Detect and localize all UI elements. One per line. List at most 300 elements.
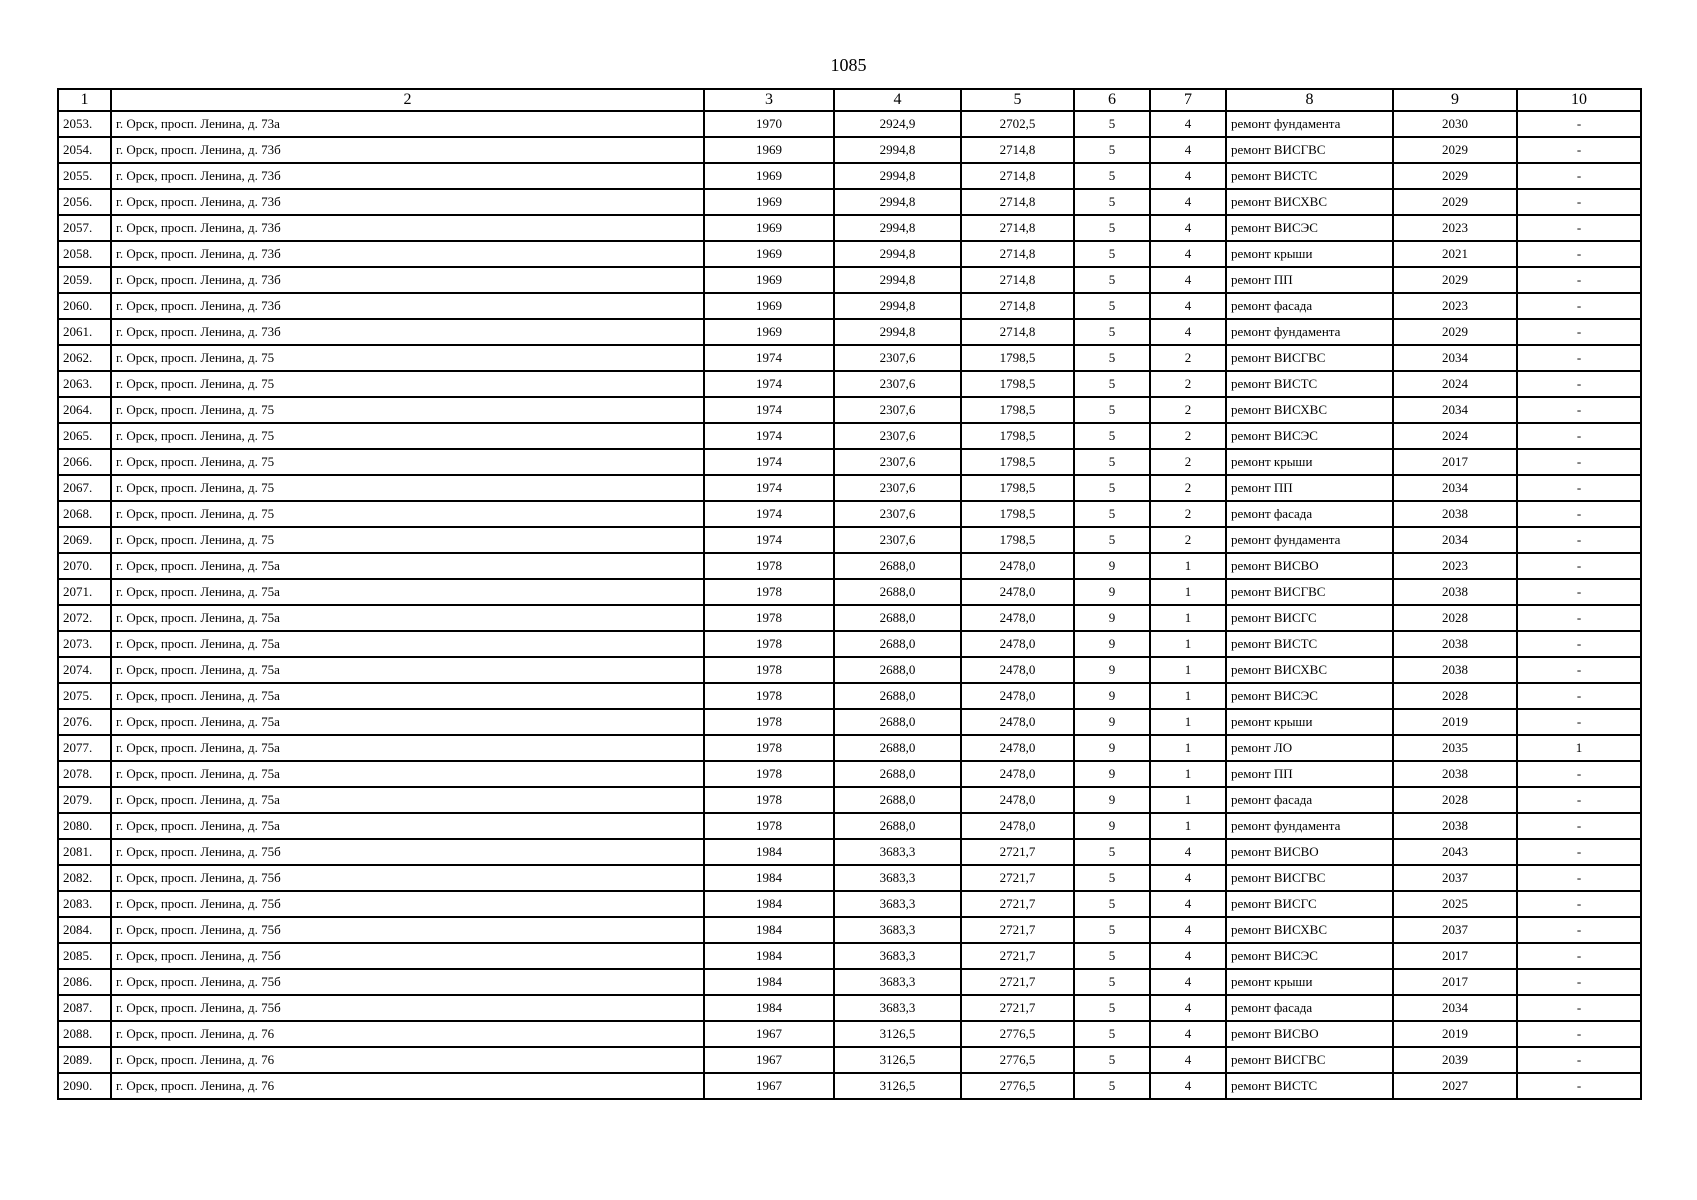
cell-row-number: 2081. bbox=[58, 839, 111, 865]
table-row bbox=[58, 527, 1641, 553]
column-header: 2 bbox=[111, 89, 704, 111]
cell-floors: 5 bbox=[1074, 501, 1150, 527]
cell-year-built: 1978 bbox=[704, 605, 834, 631]
cell-year-built: 1969 bbox=[704, 163, 834, 189]
cell-floors: 5 bbox=[1074, 319, 1150, 345]
cell-extra-value: - bbox=[1517, 267, 1641, 293]
cell-planned-year: 2038 bbox=[1393, 631, 1517, 657]
cell-year-built: 1974 bbox=[704, 371, 834, 397]
cell-entrances: 4 bbox=[1150, 1047, 1226, 1073]
cell-year-built: 1974 bbox=[704, 501, 834, 527]
cell-work-type: ремонт ВИСХВС bbox=[1226, 397, 1393, 423]
cell-address: г. Орск, просп. Ленина, д. 76 bbox=[111, 1021, 704, 1047]
cell-living-area: 2478,0 bbox=[961, 735, 1074, 761]
cell-extra-value: - bbox=[1517, 1047, 1641, 1073]
cell-floors: 9 bbox=[1074, 553, 1150, 579]
cell-work-type: ремонт ВИСХВС bbox=[1226, 189, 1393, 215]
cell-row-number: 2090. bbox=[58, 1073, 111, 1099]
cell-year-built: 1969 bbox=[704, 293, 834, 319]
column-header: 4 bbox=[834, 89, 961, 111]
cell-planned-year: 2038 bbox=[1393, 813, 1517, 839]
cell-row-number: 2055. bbox=[58, 163, 111, 189]
cell-floors: 5 bbox=[1074, 449, 1150, 475]
cell-entrances: 4 bbox=[1150, 969, 1226, 995]
table-row bbox=[58, 1047, 1641, 1073]
cell-address: г. Орск, просп. Ленина, д. 75б bbox=[111, 865, 704, 891]
cell-floors: 9 bbox=[1074, 631, 1150, 657]
cell-total-area: 2994,8 bbox=[834, 189, 961, 215]
cell-living-area: 2714,8 bbox=[961, 267, 1074, 293]
cell-work-type: ремонт ВИСЭС bbox=[1226, 683, 1393, 709]
cell-address: г. Орск, просп. Ленина, д. 76 bbox=[111, 1073, 704, 1099]
cell-work-type: ремонт фундамента bbox=[1226, 319, 1393, 345]
cell-total-area: 2307,6 bbox=[834, 475, 961, 501]
cell-work-type: ремонт ПП bbox=[1226, 761, 1393, 787]
cell-address: г. Орск, просп. Ленина, д. 73б bbox=[111, 137, 704, 163]
table-row bbox=[58, 163, 1641, 189]
cell-planned-year: 2038 bbox=[1393, 579, 1517, 605]
cell-living-area: 1798,5 bbox=[961, 397, 1074, 423]
cell-living-area: 2714,8 bbox=[961, 215, 1074, 241]
cell-extra-value: - bbox=[1517, 943, 1641, 969]
cell-year-built: 1984 bbox=[704, 865, 834, 891]
cell-floors: 9 bbox=[1074, 579, 1150, 605]
cell-address: г. Орск, просп. Ленина, д. 75а bbox=[111, 579, 704, 605]
cell-living-area: 2721,7 bbox=[961, 917, 1074, 943]
cell-living-area: 2478,0 bbox=[961, 657, 1074, 683]
cell-work-type: ремонт ВИСГВС bbox=[1226, 579, 1393, 605]
cell-address: г. Орск, просп. Ленина, д. 73б bbox=[111, 241, 704, 267]
cell-entrances: 4 bbox=[1150, 111, 1226, 137]
cell-total-area: 2994,8 bbox=[834, 163, 961, 189]
cell-planned-year: 2029 bbox=[1393, 189, 1517, 215]
table-row bbox=[58, 189, 1641, 215]
table-row bbox=[58, 215, 1641, 241]
cell-year-built: 1969 bbox=[704, 215, 834, 241]
cell-row-number: 2087. bbox=[58, 995, 111, 1021]
cell-entrances: 4 bbox=[1150, 293, 1226, 319]
cell-extra-value: - bbox=[1517, 839, 1641, 865]
cell-address: г. Орск, просп. Ленина, д. 75а bbox=[111, 683, 704, 709]
cell-entrances: 2 bbox=[1150, 475, 1226, 501]
cell-total-area: 2688,0 bbox=[834, 553, 961, 579]
cell-row-number: 2059. bbox=[58, 267, 111, 293]
table-row bbox=[58, 657, 1641, 683]
cell-total-area: 2688,0 bbox=[834, 813, 961, 839]
cell-work-type: ремонт фундамента bbox=[1226, 527, 1393, 553]
cell-entrances: 1 bbox=[1150, 761, 1226, 787]
cell-floors: 5 bbox=[1074, 1047, 1150, 1073]
cell-work-type: ремонт ВИСГВС bbox=[1226, 865, 1393, 891]
cell-living-area: 2776,5 bbox=[961, 1073, 1074, 1099]
cell-floors: 9 bbox=[1074, 657, 1150, 683]
cell-year-built: 1969 bbox=[704, 189, 834, 215]
cell-total-area: 3126,5 bbox=[834, 1047, 961, 1073]
cell-entrances: 1 bbox=[1150, 813, 1226, 839]
cell-extra-value: - bbox=[1517, 813, 1641, 839]
cell-address: г. Орск, просп. Ленина, д. 75б bbox=[111, 995, 704, 1021]
cell-floors: 5 bbox=[1074, 527, 1150, 553]
cell-entrances: 2 bbox=[1150, 527, 1226, 553]
table-row bbox=[58, 137, 1641, 163]
cell-row-number: 2063. bbox=[58, 371, 111, 397]
cell-address: г. Орск, просп. Ленина, д. 75б bbox=[111, 969, 704, 995]
table-row bbox=[58, 917, 1641, 943]
cell-total-area: 3683,3 bbox=[834, 969, 961, 995]
cell-planned-year: 2023 bbox=[1393, 215, 1517, 241]
cell-entrances: 1 bbox=[1150, 553, 1226, 579]
cell-year-built: 1974 bbox=[704, 345, 834, 371]
cell-entrances: 2 bbox=[1150, 449, 1226, 475]
table-row bbox=[58, 345, 1641, 371]
cell-planned-year: 2029 bbox=[1393, 319, 1517, 345]
cell-address: г. Орск, просп. Ленина, д. 73б bbox=[111, 215, 704, 241]
cell-total-area: 2994,8 bbox=[834, 267, 961, 293]
cell-year-built: 1969 bbox=[704, 267, 834, 293]
cell-address: г. Орск, просп. Ленина, д. 75 bbox=[111, 449, 704, 475]
cell-living-area: 2721,7 bbox=[961, 839, 1074, 865]
cell-planned-year: 2023 bbox=[1393, 553, 1517, 579]
cell-entrances: 2 bbox=[1150, 345, 1226, 371]
table-row bbox=[58, 761, 1641, 787]
cell-row-number: 2083. bbox=[58, 891, 111, 917]
cell-address: г. Орск, просп. Ленина, д. 75а bbox=[111, 787, 704, 813]
cell-total-area: 3126,5 bbox=[834, 1021, 961, 1047]
cell-year-built: 1969 bbox=[704, 137, 834, 163]
table-body bbox=[58, 111, 1641, 1099]
cell-total-area: 2994,8 bbox=[834, 319, 961, 345]
cell-entrances: 1 bbox=[1150, 579, 1226, 605]
cell-address: г. Орск, просп. Ленина, д. 73б bbox=[111, 267, 704, 293]
cell-floors: 5 bbox=[1074, 137, 1150, 163]
cell-year-built: 1984 bbox=[704, 943, 834, 969]
cell-extra-value: - bbox=[1517, 137, 1641, 163]
cell-address: г. Орск, просп. Ленина, д. 75 bbox=[111, 475, 704, 501]
table-row bbox=[58, 397, 1641, 423]
cell-planned-year: 2024 bbox=[1393, 371, 1517, 397]
cell-living-area: 2478,0 bbox=[961, 761, 1074, 787]
cell-extra-value: - bbox=[1517, 995, 1641, 1021]
cell-row-number: 2067. bbox=[58, 475, 111, 501]
cell-year-built: 1984 bbox=[704, 839, 834, 865]
cell-planned-year: 2029 bbox=[1393, 163, 1517, 189]
cell-address: г. Орск, просп. Ленина, д. 75 bbox=[111, 527, 704, 553]
cell-work-type: ремонт ПП bbox=[1226, 267, 1393, 293]
cell-address: г. Орск, просп. Ленина, д. 75а bbox=[111, 735, 704, 761]
table-row bbox=[58, 267, 1641, 293]
cell-planned-year: 2037 bbox=[1393, 865, 1517, 891]
cell-living-area: 2714,8 bbox=[961, 319, 1074, 345]
cell-extra-value: - bbox=[1517, 345, 1641, 371]
cell-total-area: 2307,6 bbox=[834, 501, 961, 527]
cell-extra-value: - bbox=[1517, 605, 1641, 631]
cell-extra-value: - bbox=[1517, 423, 1641, 449]
column-header: 8 bbox=[1226, 89, 1393, 111]
cell-entrances: 1 bbox=[1150, 735, 1226, 761]
cell-living-area: 2478,0 bbox=[961, 631, 1074, 657]
cell-total-area: 2688,0 bbox=[834, 631, 961, 657]
column-header: 9 bbox=[1393, 89, 1517, 111]
cell-year-built: 1969 bbox=[704, 319, 834, 345]
cell-planned-year: 2027 bbox=[1393, 1073, 1517, 1099]
cell-living-area: 2478,0 bbox=[961, 553, 1074, 579]
cell-living-area: 1798,5 bbox=[961, 423, 1074, 449]
cell-living-area: 2721,7 bbox=[961, 891, 1074, 917]
cell-row-number: 2079. bbox=[58, 787, 111, 813]
column-header: 10 bbox=[1517, 89, 1641, 111]
cell-work-type: ремонт ВИСГВС bbox=[1226, 1047, 1393, 1073]
cell-row-number: 2075. bbox=[58, 683, 111, 709]
cell-living-area: 2776,5 bbox=[961, 1047, 1074, 1073]
cell-planned-year: 2038 bbox=[1393, 501, 1517, 527]
cell-address: г. Орск, просп. Ленина, д. 76 bbox=[111, 1047, 704, 1073]
cell-year-built: 1978 bbox=[704, 631, 834, 657]
cell-planned-year: 2037 bbox=[1393, 917, 1517, 943]
cell-entrances: 4 bbox=[1150, 137, 1226, 163]
cell-address: г. Орск, просп. Ленина, д. 75а bbox=[111, 657, 704, 683]
cell-year-built: 1974 bbox=[704, 527, 834, 553]
cell-living-area: 2721,7 bbox=[961, 865, 1074, 891]
cell-address: г. Орск, просп. Ленина, д. 75б bbox=[111, 839, 704, 865]
table-row bbox=[58, 969, 1641, 995]
cell-floors: 5 bbox=[1074, 943, 1150, 969]
table-row bbox=[58, 943, 1641, 969]
cell-entrances: 1 bbox=[1150, 683, 1226, 709]
cell-work-type: ремонт ВИСВО bbox=[1226, 1021, 1393, 1047]
cell-floors: 9 bbox=[1074, 787, 1150, 813]
table-row bbox=[58, 891, 1641, 917]
cell-work-type: ремонт фундамента bbox=[1226, 111, 1393, 137]
cell-planned-year: 2028 bbox=[1393, 605, 1517, 631]
cell-extra-value: - bbox=[1517, 215, 1641, 241]
cell-address: г. Орск, просп. Ленина, д. 75 bbox=[111, 423, 704, 449]
table-row bbox=[58, 111, 1641, 137]
repair-schedule-table bbox=[57, 88, 1642, 1100]
cell-floors: 9 bbox=[1074, 761, 1150, 787]
cell-row-number: 2085. bbox=[58, 943, 111, 969]
cell-row-number: 2074. bbox=[58, 657, 111, 683]
cell-total-area: 2307,6 bbox=[834, 423, 961, 449]
cell-work-type: ремонт крыши bbox=[1226, 709, 1393, 735]
column-header: 1 bbox=[58, 89, 111, 111]
cell-total-area: 2994,8 bbox=[834, 215, 961, 241]
table-row bbox=[58, 709, 1641, 735]
cell-year-built: 1978 bbox=[704, 787, 834, 813]
cell-extra-value: - bbox=[1517, 293, 1641, 319]
cell-planned-year: 2034 bbox=[1393, 397, 1517, 423]
cell-row-number: 2088. bbox=[58, 1021, 111, 1047]
cell-total-area: 2688,0 bbox=[834, 683, 961, 709]
cell-address: г. Орск, просп. Ленина, д. 75а bbox=[111, 553, 704, 579]
cell-planned-year: 2017 bbox=[1393, 943, 1517, 969]
cell-floors: 9 bbox=[1074, 683, 1150, 709]
column-header: 5 bbox=[961, 89, 1074, 111]
cell-living-area: 2478,0 bbox=[961, 787, 1074, 813]
cell-total-area: 2688,0 bbox=[834, 579, 961, 605]
cell-planned-year: 2035 bbox=[1393, 735, 1517, 761]
cell-work-type: ремонт ВИСТС bbox=[1226, 631, 1393, 657]
cell-row-number: 2054. bbox=[58, 137, 111, 163]
cell-address: г. Орск, просп. Ленина, д. 75а bbox=[111, 761, 704, 787]
cell-extra-value: - bbox=[1517, 865, 1641, 891]
cell-planned-year: 2043 bbox=[1393, 839, 1517, 865]
cell-year-built: 1967 bbox=[704, 1021, 834, 1047]
cell-extra-value: - bbox=[1517, 319, 1641, 345]
cell-extra-value: - bbox=[1517, 761, 1641, 787]
table-row bbox=[58, 1021, 1641, 1047]
cell-entrances: 4 bbox=[1150, 1073, 1226, 1099]
cell-planned-year: 2019 bbox=[1393, 709, 1517, 735]
cell-floors: 5 bbox=[1074, 917, 1150, 943]
cell-entrances: 1 bbox=[1150, 709, 1226, 735]
table-row bbox=[58, 1073, 1641, 1099]
cell-address: г. Орск, просп. Ленина, д. 75а bbox=[111, 631, 704, 657]
table-row bbox=[58, 319, 1641, 345]
cell-work-type: ремонт ВИСХВС bbox=[1226, 917, 1393, 943]
cell-living-area: 1798,5 bbox=[961, 475, 1074, 501]
cell-planned-year: 2029 bbox=[1393, 137, 1517, 163]
cell-floors: 9 bbox=[1074, 735, 1150, 761]
cell-row-number: 2061. bbox=[58, 319, 111, 345]
table-row bbox=[58, 501, 1641, 527]
cell-year-built: 1978 bbox=[704, 579, 834, 605]
cell-work-type: ремонт фасада bbox=[1226, 995, 1393, 1021]
cell-row-number: 2089. bbox=[58, 1047, 111, 1073]
cell-extra-value: - bbox=[1517, 969, 1641, 995]
header-row bbox=[58, 89, 1641, 111]
cell-row-number: 2056. bbox=[58, 189, 111, 215]
cell-extra-value: - bbox=[1517, 1073, 1641, 1099]
cell-entrances: 4 bbox=[1150, 163, 1226, 189]
cell-row-number: 2069. bbox=[58, 527, 111, 553]
cell-address: г. Орск, просп. Ленина, д. 75а bbox=[111, 709, 704, 735]
cell-work-type: ремонт ВИСГС bbox=[1226, 605, 1393, 631]
cell-year-built: 1984 bbox=[704, 995, 834, 1021]
cell-row-number: 2064. bbox=[58, 397, 111, 423]
cell-work-type: ремонт крыши bbox=[1226, 241, 1393, 267]
cell-planned-year: 2019 bbox=[1393, 1021, 1517, 1047]
cell-work-type: ремонт ВИСТС bbox=[1226, 1073, 1393, 1099]
table-row bbox=[58, 371, 1641, 397]
table-row bbox=[58, 631, 1641, 657]
cell-work-type: ремонт крыши bbox=[1226, 449, 1393, 475]
table-row bbox=[58, 579, 1641, 605]
cell-work-type: ремонт ВИСТС bbox=[1226, 371, 1393, 397]
cell-planned-year: 2017 bbox=[1393, 969, 1517, 995]
cell-row-number: 2076. bbox=[58, 709, 111, 735]
cell-extra-value: - bbox=[1517, 501, 1641, 527]
cell-row-number: 2082. bbox=[58, 865, 111, 891]
cell-extra-value: - bbox=[1517, 787, 1641, 813]
cell-planned-year: 2029 bbox=[1393, 267, 1517, 293]
cell-extra-value: - bbox=[1517, 917, 1641, 943]
cell-floors: 5 bbox=[1074, 241, 1150, 267]
cell-entrances: 4 bbox=[1150, 891, 1226, 917]
page-number: 1085 bbox=[830, 55, 867, 75]
cell-floors: 9 bbox=[1074, 709, 1150, 735]
cell-entrances: 4 bbox=[1150, 839, 1226, 865]
cell-total-area: 2688,0 bbox=[834, 787, 961, 813]
cell-living-area: 2721,7 bbox=[961, 969, 1074, 995]
cell-row-number: 2053. bbox=[58, 111, 111, 137]
cell-extra-value: - bbox=[1517, 683, 1641, 709]
cell-total-area: 3683,3 bbox=[834, 839, 961, 865]
cell-total-area: 2307,6 bbox=[834, 449, 961, 475]
column-header: 6 bbox=[1074, 89, 1150, 111]
cell-living-area: 1798,5 bbox=[961, 371, 1074, 397]
cell-year-built: 1969 bbox=[704, 241, 834, 267]
table-row bbox=[58, 241, 1641, 267]
cell-living-area: 1798,5 bbox=[961, 449, 1074, 475]
cell-floors: 5 bbox=[1074, 189, 1150, 215]
cell-floors: 5 bbox=[1074, 371, 1150, 397]
cell-address: г. Орск, просп. Ленина, д. 75 bbox=[111, 397, 704, 423]
cell-extra-value: 1 bbox=[1517, 735, 1641, 761]
cell-entrances: 1 bbox=[1150, 605, 1226, 631]
cell-extra-value: - bbox=[1517, 657, 1641, 683]
cell-living-area: 2478,0 bbox=[961, 709, 1074, 735]
cell-extra-value: - bbox=[1517, 163, 1641, 189]
cell-entrances: 4 bbox=[1150, 267, 1226, 293]
cell-total-area: 2307,6 bbox=[834, 397, 961, 423]
cell-floors: 5 bbox=[1074, 215, 1150, 241]
cell-row-number: 2078. bbox=[58, 761, 111, 787]
cell-planned-year: 2034 bbox=[1393, 527, 1517, 553]
cell-planned-year: 2030 bbox=[1393, 111, 1517, 137]
cell-floors: 9 bbox=[1074, 605, 1150, 631]
cell-floors: 5 bbox=[1074, 475, 1150, 501]
table-row bbox=[58, 683, 1641, 709]
cell-row-number: 2057. bbox=[58, 215, 111, 241]
cell-total-area: 3683,3 bbox=[834, 865, 961, 891]
cell-address: г. Орск, просп. Ленина, д. 73б bbox=[111, 293, 704, 319]
cell-entrances: 4 bbox=[1150, 943, 1226, 969]
cell-address: г. Орск, просп. Ленина, д. 75а bbox=[111, 605, 704, 631]
cell-extra-value: - bbox=[1517, 1021, 1641, 1047]
cell-floors: 5 bbox=[1074, 891, 1150, 917]
cell-living-area: 2721,7 bbox=[961, 943, 1074, 969]
cell-address: г. Орск, просп. Ленина, д. 75 bbox=[111, 371, 704, 397]
cell-total-area: 2994,8 bbox=[834, 293, 961, 319]
cell-year-built: 1970 bbox=[704, 111, 834, 137]
cell-floors: 5 bbox=[1074, 293, 1150, 319]
cell-year-built: 1974 bbox=[704, 475, 834, 501]
cell-row-number: 2068. bbox=[58, 501, 111, 527]
cell-year-built: 1967 bbox=[704, 1073, 834, 1099]
cell-floors: 5 bbox=[1074, 1021, 1150, 1047]
cell-year-built: 1984 bbox=[704, 917, 834, 943]
cell-extra-value: - bbox=[1517, 449, 1641, 475]
cell-living-area: 2702,5 bbox=[961, 111, 1074, 137]
cell-address: г. Орск, просп. Ленина, д. 75а bbox=[111, 813, 704, 839]
cell-work-type: ремонт ВИСЭС bbox=[1226, 423, 1393, 449]
cell-floors: 5 bbox=[1074, 995, 1150, 1021]
cell-work-type: ремонт ВИСГС bbox=[1226, 891, 1393, 917]
cell-planned-year: 2034 bbox=[1393, 475, 1517, 501]
cell-year-built: 1967 bbox=[704, 1047, 834, 1073]
cell-year-built: 1978 bbox=[704, 657, 834, 683]
cell-entrances: 1 bbox=[1150, 787, 1226, 813]
cell-work-type: ремонт ВИСХВС bbox=[1226, 657, 1393, 683]
cell-extra-value: - bbox=[1517, 891, 1641, 917]
cell-total-area: 2994,8 bbox=[834, 137, 961, 163]
cell-planned-year: 2021 bbox=[1393, 241, 1517, 267]
cell-extra-value: - bbox=[1517, 371, 1641, 397]
cell-row-number: 2084. bbox=[58, 917, 111, 943]
cell-entrances: 1 bbox=[1150, 657, 1226, 683]
cell-living-area: 2714,8 bbox=[961, 163, 1074, 189]
cell-living-area: 2721,7 bbox=[961, 995, 1074, 1021]
